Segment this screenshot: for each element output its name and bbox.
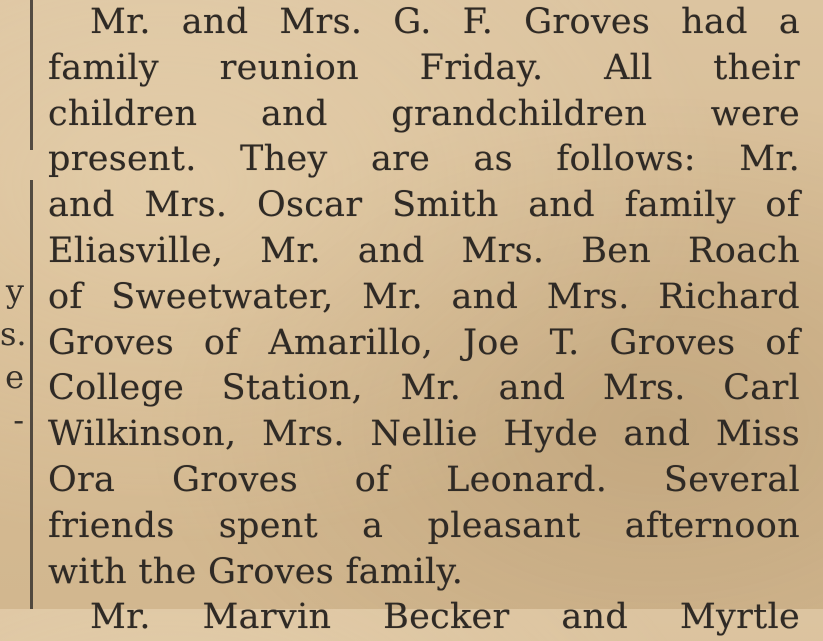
next-article-line: Mr. Marvin Becker and Myrtle — [90, 597, 800, 638]
left-fragment: - — [13, 401, 24, 439]
article-line: family reunion Friday. All their — [48, 47, 800, 88]
article-line: of Sweetwater, Mr. and Mrs. Richard — [48, 276, 800, 317]
column-rule-bottom — [30, 180, 33, 609]
article-line: College Station, Mr. and Mrs. Carl — [48, 368, 800, 409]
article-line: and Mrs. Oscar Smith and family of — [48, 185, 800, 226]
left-fragment: e — [5, 358, 24, 396]
article-line: Mr. and Mrs. G. F. Groves had a — [90, 2, 800, 42]
left-column-fragments — [0, 270, 27, 442]
article-line: with the Groves family. — [48, 551, 464, 592]
column-rule-top — [30, 0, 33, 150]
article-line: Wilkinson, Mrs. Nellie Hyde and Miss — [48, 414, 800, 455]
article-line: Ora Groves of Leonard. Several — [48, 459, 800, 500]
article-line: friends spent a pleasant afternoon — [48, 505, 800, 546]
article-line: Groves of Amarillo, Joe T. Groves of — [48, 322, 800, 363]
left-fragment: y — [5, 272, 24, 310]
article-line: present. They are as follows: Mr. — [48, 139, 800, 180]
article-text — [48, 0, 800, 641]
article-line: Eliasville, Mr. and Mrs. Ben Roach — [48, 230, 800, 271]
left-fragment: s. — [0, 315, 27, 353]
article-line: children and grandchildren were — [48, 93, 800, 134]
